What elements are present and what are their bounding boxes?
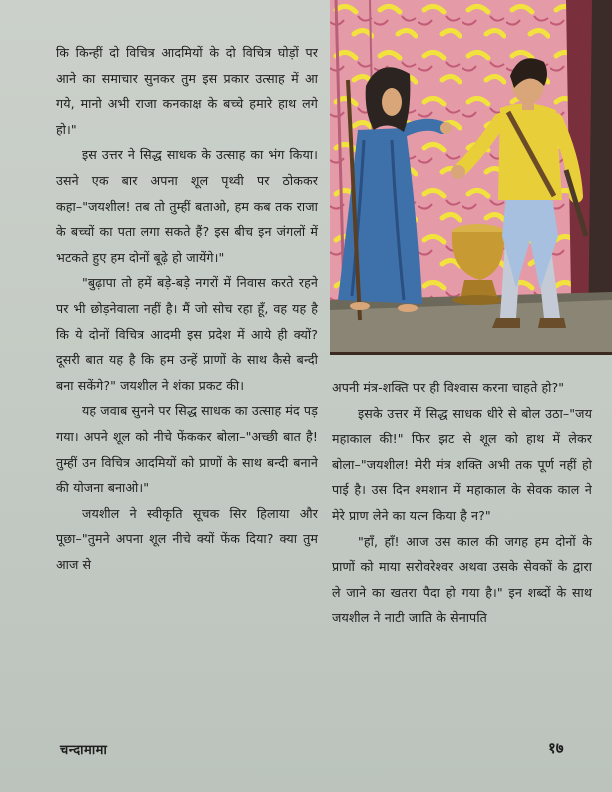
paragraph: अपनी मंत्र-शक्ति पर ही विश्वास करना चाहते हो?" [332, 380, 565, 395]
left-text-column [56, 40, 318, 577]
paragraph: "बुढ़ापा तो हमें बड़े-बड़े नगरों में निवास करते रहने पर भी छोड़नेवाला नहीं है। मैं जो सोच रहा हूँ, वह यह है कि ये दोनों विचित्र आदमी इस प्रदेश में आये ही क्यों? दूसरी बात यह है कि हम उन्हें प्राणों के साथ कैसे बन्दी बना सकेंगे?" जयशील ने शंका प्रकट की। [56, 275, 318, 393]
magazine-name: चन्दामामा [60, 743, 108, 758]
paragraph: जयशील ने स्वीकृति सूचक सिर हिलाया और पूछा–"तुमने अपना शूल नीचे क्यों फेंक दिया? क्या तुम आज से [56, 505, 318, 572]
illustration-art [330, 0, 612, 352]
right-text-column [332, 375, 592, 631]
paragraph: इस उत्तर ने सिद्ध साधक के उत्साह का भंग किया। उसने एक बार अपना शूल पृथ्वी पर ठोककर कहा–"जयशील! तब तो तुम्हीं बताओ, हम कब तक राजा के बच्चों का पता लगा सकते हैं? इस बीच इन जंगलों में भटकते हुए हम दोनों बूढ़े हो जायेंगे।" [56, 147, 318, 265]
page-number: १७ [548, 739, 564, 757]
paragraph: कि किन्हीं दो विचित्र आदमियों के दो विचित्र घोड़ों पर आने का समाचार सुनकर तुम इस प्रकार उत्साह में आ गये, मानो अभी राजा कनकाक्ष के बच्चे हमारे हाथ लगे हो।" [56, 45, 318, 137]
paragraph: "हाँ, हाँ! आज उस काल की जगह हम दोनों के प्राणों को माया सरोवरेश्वर अथवा उसके सेवकों के द्वारा ले जाने का खतरा पैदा हो गया है।" इन शब्दों के साथ जयशील ने नाटी जाति के सेनापति [332, 533, 592, 626]
paragraph: यह जवाब सुनने पर सिद्ध साधक का उत्साह मंद पड़ गया। अपने शूल को नीचे फेंककर बोला–"अच्छी बात है! तुम्हीं उन विचित्र आदमियों को प्राणों के साथ बन्दी बनाने की योजना बनाओ।" [56, 403, 318, 496]
paragraph: इसके उत्तर में सिद्ध साधक धीरे से बोल उठा–"जय महाकाल की!" फिर झट से शूल को हाथ में लेकर बोला–"जयशील! मेरी मंत्र शक्ति अभी तक पूर्ण नहीं हो पाई है। उस दिन श्मशान में महाकाल के सेवक काल ने मेरे प्राण लेने का यत्न किया है न?" [332, 405, 592, 523]
story-illustration [330, 0, 612, 355]
